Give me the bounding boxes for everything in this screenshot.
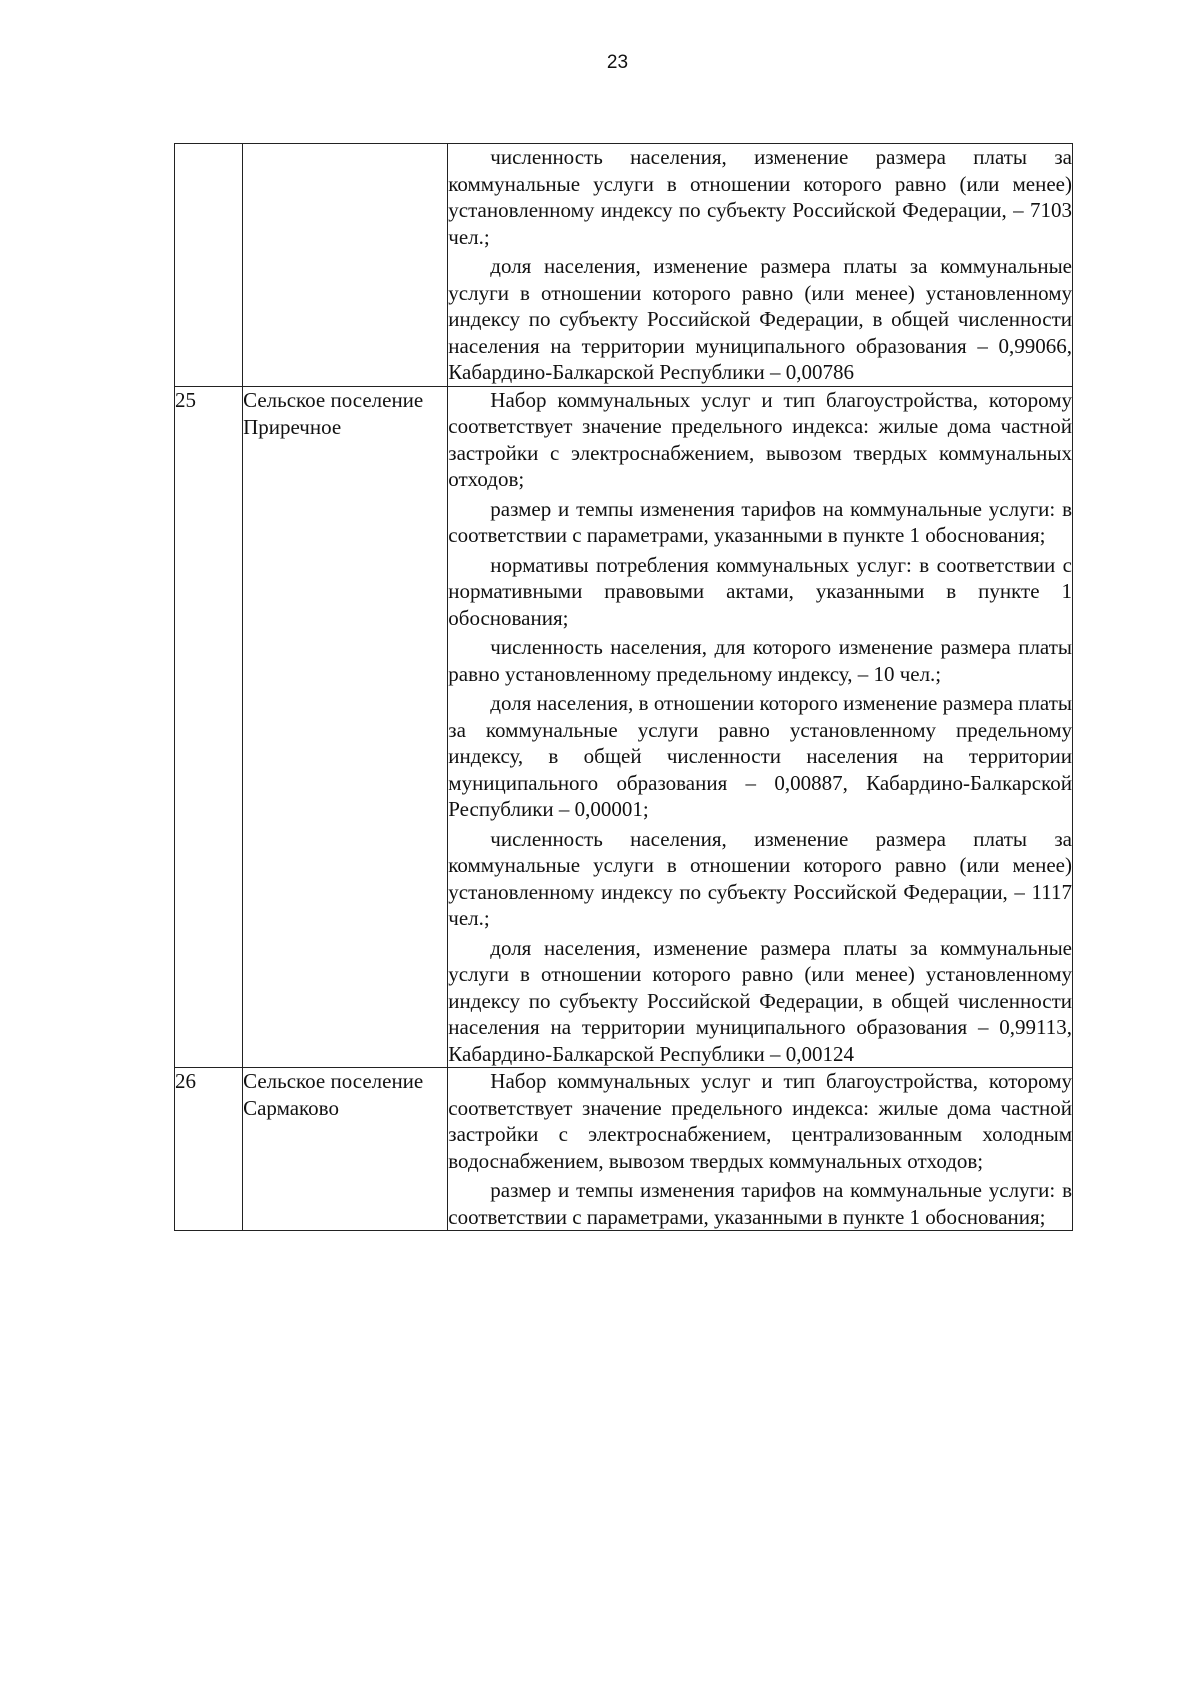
description-cell <box>448 386 1073 1068</box>
municipal-index-table <box>174 143 1073 1231</box>
row-number: 25 <box>175 386 243 1068</box>
municipality-name <box>243 144 448 387</box>
description-paragraph: Набор коммунальных услуг и тип благоустройства, которому соответствует значение предельного индекса: жилые дома частной застройки с электроснабжением, вывозом твердых коммунальных отходов; <box>448 387 1072 491</box>
description-paragraph: численность населения, изменение размера платы за коммунальные услуги в отношении которого равно (или менее) установленному индексу по субъекту Российской Федерации, – 7103 чел.; <box>448 145 1072 249</box>
table-row <box>175 144 1073 387</box>
table-row <box>175 1068 1073 1231</box>
description-paragraph: численность населения, изменение размера платы за коммунальные услуги в отношении которого равно (или менее) установленному индексу по субъекту Российской Федерации, – 1117 чел.; <box>448 826 1072 930</box>
description-paragraph: Набор коммунальных услуг и тип благоустройства, которому соответствует значение предельного индекса: жилые дома частной застройки с электроснабжением, централизованным холодным водоснабжением, вывозом твердых коммунальных отходов; <box>448 1069 1072 1173</box>
municipality-name: Сельское поселение Приречное <box>243 386 448 1068</box>
page-number: 23 <box>606 52 629 73</box>
description-cell <box>448 144 1073 387</box>
description-cell <box>448 1068 1073 1231</box>
description-paragraph: нормативы потребления коммунальных услуг: в соответствии с нормативными правовыми актами, указанными в пункте 1 обоснования; <box>448 552 1072 630</box>
description-paragraph: доля населения, изменение размера платы за коммунальные услуги в отношении которого равно (или менее) установленному индексу по субъекту Российской Федерации, в общей численности населения на территории муниципального образования – 0,99066, Кабардино-Балкарской Республики – 0,00786 <box>448 254 1072 384</box>
municipality-name: Сельское поселение Сармаково <box>243 1068 448 1231</box>
row-number <box>175 144 243 387</box>
description-paragraph: численность населения, для которого изменение размера платы равно установленному предельному индексу, – 10 чел.; <box>448 635 1072 686</box>
table-row <box>175 386 1073 1068</box>
row-number: 26 <box>175 1068 243 1231</box>
description-paragraph: доля населения, в отношении которого изменение размера платы за коммунальные услуги равно установленному предельному индексу, в общей численности населения на территории муниципального образования – 0,00887, Кабардино-Балкарской Республики – 0,00001; <box>448 691 1072 821</box>
description-paragraph: доля населения, изменение размера платы за коммунальные услуги в отношении которого равно (или менее) установленному индексу по субъекту Российской Федерации, в общей численности населения на территории муниципального образования – 0,99113, Кабардино-Балкарской Республики – 0,00124 <box>448 935 1072 1066</box>
description-paragraph: размер и темпы изменения тарифов на коммунальные услуги: в соответствии с параметрами, указанными в пункте 1 обоснования; <box>448 1178 1072 1229</box>
description-paragraph: размер и темпы изменения тарифов на коммунальные услуги: в соответствии с параметрами, указанными в пункте 1 обоснования; <box>448 496 1072 547</box>
